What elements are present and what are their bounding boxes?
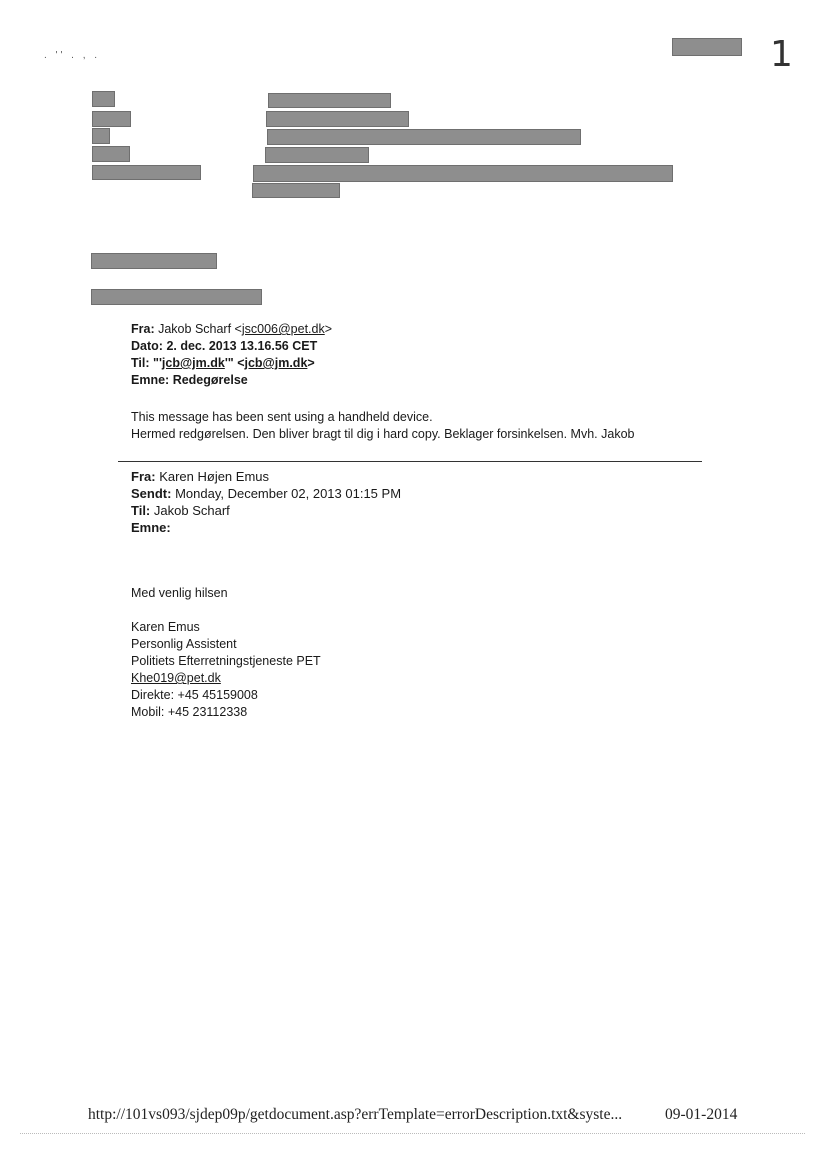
- bottom-dotted-edge: [20, 1133, 805, 1134]
- redaction-header-value-2: [266, 111, 409, 127]
- email-from-name: Jakob Scharf: [158, 322, 235, 336]
- email-from-open: <: [234, 322, 242, 336]
- email-subject-label: Emne:: [131, 373, 170, 387]
- email-subject-line: [131, 372, 332, 389]
- fwd-sent-value: Monday, December 02, 2013 01:15 PM: [175, 486, 402, 501]
- email-from-label: Fra:: [131, 322, 155, 336]
- email-to-address-link-2[interactable]: jcb@jm.dk: [244, 356, 308, 370]
- signature-email-link[interactable]: Khe019@pet.dk: [131, 671, 221, 685]
- redaction-top-right: [672, 38, 742, 56]
- signature-direct-phone: Direkte: +45 45159008: [131, 688, 258, 702]
- redaction-header-value-6: [252, 183, 340, 198]
- email-to-quote-close: '" <: [224, 356, 245, 370]
- redaction-block-1: [91, 253, 217, 269]
- email-date-value: 2. dec. 2013 13.16.56 CET: [166, 339, 318, 353]
- signature-greeting: Med venlig hilsen: [131, 586, 228, 600]
- redaction-header-value-3: [267, 129, 581, 145]
- fwd-to-label: Til:: [131, 503, 151, 518]
- email-subject-value: Redegørelse: [172, 373, 248, 387]
- email-body: [131, 409, 634, 443]
- email-date-label: Dato:: [131, 339, 163, 353]
- redaction-header-label-3: [92, 128, 110, 144]
- email-header: [131, 321, 332, 389]
- email-from-close: >: [324, 322, 333, 336]
- redaction-header-label-2: [92, 111, 131, 127]
- email-from-line: [131, 321, 332, 338]
- signature-block: [131, 585, 321, 721]
- fwd-from-value: Karen Højen Emus: [159, 469, 270, 484]
- signature-org: Politiets Efterretningstjeneste PET: [131, 654, 321, 668]
- fwd-subject-line: [131, 519, 401, 536]
- redaction-header-value-4: [265, 147, 369, 163]
- fwd-sent-line: [131, 485, 401, 502]
- email-body-line-1: This message has been sent using a handheld device.: [131, 410, 433, 424]
- email-to-address-link-1[interactable]: jcb@jm.dk: [161, 356, 225, 370]
- forwarded-header: [131, 468, 401, 536]
- redaction-header-label-1: [92, 91, 115, 107]
- redaction-header-value-1: [268, 93, 391, 108]
- separator-rule: [118, 461, 702, 462]
- email-body-line-2: Hermed redgørelsen. Den bliver bragt til dig i hard copy. Beklager forsinkelsen. Mvh. Jakob: [131, 427, 635, 441]
- email-from-address-link[interactable]: jsc006@pet.dk: [241, 322, 325, 336]
- footer-url: http://101vs093/sjdep09p/getdocument.asp?errTemplate=errorDescription.txt&syste...: [88, 1106, 623, 1123]
- redaction-block-2: [91, 289, 262, 305]
- fwd-from-line: [131, 468, 401, 485]
- fwd-to-line: [131, 502, 401, 519]
- email-to-line: [131, 355, 332, 372]
- signature-name: Karen Emus: [131, 620, 200, 634]
- redaction-header-label-5: [92, 165, 201, 180]
- footer-date: 09-01-2014: [665, 1106, 738, 1123]
- fwd-sent-label: Sendt:: [131, 486, 172, 501]
- email-to-quote-open: "': [153, 356, 162, 370]
- signature-spacer: [131, 602, 321, 619]
- scan-specks: . '' . , .: [44, 50, 101, 61]
- redaction-header-value-5: [253, 165, 673, 182]
- email-to-close: >: [307, 356, 315, 370]
- fwd-to-value: Jakob Scharf: [153, 503, 230, 518]
- fwd-from-label: Fra:: [131, 469, 156, 484]
- signature-title: Personlig Assistent: [131, 637, 237, 651]
- signature-mobile-phone: Mobil: +45 23112338: [131, 705, 248, 719]
- page-footer: [88, 1106, 748, 1124]
- page-number: 1: [770, 34, 793, 75]
- fwd-subject-label: Emne:: [131, 520, 171, 535]
- email-to-label: Til:: [131, 356, 150, 370]
- email-date-line: [131, 338, 332, 355]
- redaction-header-label-4: [92, 146, 130, 162]
